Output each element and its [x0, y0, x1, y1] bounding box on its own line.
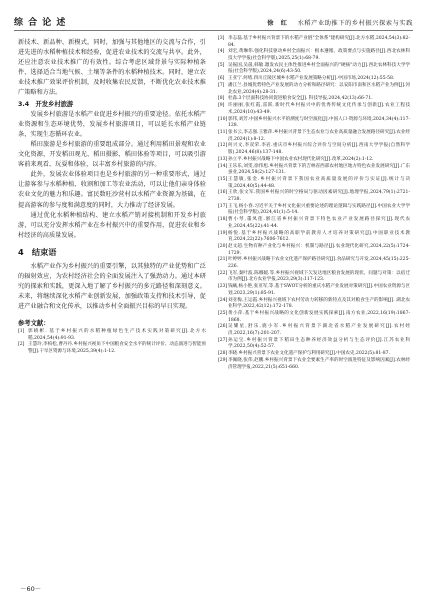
reference-text: 叶婷婷.乡村振兴战略下农业文化遗产保护路径研究[J].食品研究与开发,2024,45(15):225-226. — [228, 257, 410, 269]
reference-number: [6] — [218, 76, 225, 82]
reference-text: 杜淼.3个层面科技协同促进粮食安全[J]. 科技导报,2024,42(13):66-71. — [228, 96, 373, 102]
paragraph: 新技术、新品种、新模式，同时，加强与其他地区的交流与合作，引进先进的水稻种植技术和经验，促进农业技术的交流与共享。此外，还应注意农业技术推广的有效性。综合考虑区域背景与实际种植条件，选择适合当地气候、土壤等条件的水稻种植技术。同时，建立农业技术推广效果评价机制，及时收集农民反馈，不断优化农业技术推广策略和方法。 — [18, 39, 206, 97]
reference-number: [13] — [218, 156, 228, 162]
left-column — [18, 38, 206, 356]
reference-text: 王乐乐,刘雯,徐伟旭.乡村振兴背景下的吉林省西部农村地区地方特色农业发展研究[J].广东蚕业,2024,58(2):127-131. — [228, 163, 410, 176]
reference-item — [218, 164, 410, 177]
header-right — [267, 18, 413, 30]
reference-text: 孙立平.乡村振兴战略下中国农业农村现代化研究[J].改革,2024(2):1-12. — [228, 156, 374, 162]
section-heading: 4 结束语 — [18, 246, 57, 257]
reference-item — [218, 143, 410, 156]
header-title: 水稻产业助推下的乡村振兴探索与实践 — [297, 20, 413, 27]
reference-text: 刘宏,黄琳伟.强化科技驱动乡村全面振兴：根本遵循、政策要点与实施路径[J].西北农林科技大学学报(社会科学版),2025,25(1):68-79. — [228, 49, 410, 61]
reference-number: [4] — [218, 49, 225, 55]
reference-number: [1] — [18, 329, 25, 335]
reference-number: [14] — [218, 163, 228, 169]
running-header — [14, 10, 413, 31]
reference-item — [218, 231, 410, 244]
reference-item — [218, 117, 410, 130]
reference-text: 钱曦,杨小艳,张亚军,等.基于SWOT分析的重庆水稻产业发展对策研究[J].中国农业资源与区划,2023,29(1):85-91. — [228, 284, 410, 296]
reference-item — [218, 190, 410, 203]
reference-number: [15] — [218, 177, 228, 183]
reference-text: 王慧敏,张金.乡村振兴背景下我国农业高质量发展的评价与实证[J].统计与决策,2024,40(5):44-48. — [228, 177, 410, 189]
reference-item — [218, 358, 410, 371]
reference-text: 张书云,李志强.王雅萍.乡村振兴背景下生态农业与农业高质量融合发展路径研究[J].农业经济,2024(1):8-12. — [228, 130, 410, 142]
reference-item — [218, 311, 410, 324]
reference-item — [218, 103, 410, 116]
reference-number: [25] — [218, 310, 228, 316]
reference-number: [5] — [218, 62, 225, 68]
reference-text: 李志磊.基于乡村振兴背景下的水稻产业链"全体系"建构研究[J].北方水稻,2024,54(3):82-84. — [228, 36, 410, 48]
reference-number: [10] — [218, 116, 228, 122]
right-reference-list — [218, 36, 410, 371]
reference-text: 飞军,秦叶波.陈娜媛.等.乡村振兴视域下欠发达地区粮食发展的现状、问题与对策：以宿迁市为例[J].北方农业学报,2023,29(3):117-123. — [228, 270, 410, 283]
reference-item — [218, 63, 410, 76]
reference-number: [27] — [218, 337, 228, 343]
reference-item — [218, 96, 410, 103]
reference-text: 王慧玲,李柏松,曹丹丹.乡村振兴视角下中国粮食安全水平的统计评价、动态演进与智能预警[J].干旱区资源与环境,2025,39(4):1-12. — [28, 342, 206, 354]
reference-item — [218, 324, 410, 337]
reference-item — [218, 257, 410, 270]
reference-text: 吴振国,吴晟,韩敏.激发农民主体性推进乡村全面振兴的"硬核"动力[J].西北农林科技大学学报(社会科学版),2024,24(6):43-50. — [228, 62, 410, 75]
reference-text: 王飞,杨小春.习近平关于乡村文化振兴重要论述的理论逻辑与实践路径[J].中国农业大学学报(社会科学版),2024,41(1):5-14. — [228, 203, 410, 216]
reference-item — [218, 83, 410, 96]
page-number: －60－ — [20, 585, 42, 593]
reference-number: [18] — [218, 217, 228, 223]
reference-number: [3] — [218, 36, 225, 41]
reference-number: [19] — [218, 230, 228, 236]
reference-item — [218, 76, 410, 83]
reference-item — [218, 49, 410, 62]
header-author: 徐 红 — [267, 20, 288, 27]
reference-text: 潘江兰.县城优势特色产业发展的动力分析和路径研究：以安阳市南和区水稻产业为例[J].河北农业,2024(4):28-31. — [228, 83, 410, 95]
reference-text: 王亚宁.何绪.四川丘陵区城乡水稻产业发展策略分析[J].中国市场,2024(12):55-58. — [228, 76, 395, 82]
reference-text: 李佩晓,张伟,赵鹏.乡村振兴背景下农业全要素生产率的时空演进特征及影响因素[J].农林经济管理学报,2022,21(5):651-660. — [228, 357, 410, 370]
journal-section-label: 综 合 论 述 — [14, 18, 67, 28]
reference-text: 黄小萍.基于乡村振兴战略的文化创新发展实践探索[J].南方农业,2022,16(19):1867-1868. — [228, 310, 410, 323]
subsection-heading: 3.4 开发乡村旅游 — [18, 100, 74, 108]
reference-item — [218, 284, 410, 297]
reference-item — [218, 36, 410, 49]
reference-item — [218, 130, 410, 143]
reference-number: [9] — [218, 103, 225, 109]
reference-text: 郭峤彬. 基于乡村振兴的水稻种植绿色生产技术实践对策研究[J].北方水稻,2024,54(4):91-93. — [28, 329, 206, 341]
reference-item — [218, 217, 410, 230]
reference-item — [18, 342, 206, 355]
paragraph: 稻田旅游是乡村旅游的重要组成部分。通过利用稻田景观和农业文化资源，开发稻田观光、稻田摄影、稻田体验等项目，可以吸引游客前来观看、玩耍和体验，以丰富乡村旅游的内容。 — [18, 140, 206, 169]
reference-item — [218, 351, 410, 358]
reference-item — [18, 329, 206, 342]
reference-text: 曹小琴,董凤莲.浙江省乡村振兴背景下特色农业产业发展路径探究[J].现代农业,2024,45(22):41-44. — [228, 217, 410, 229]
reference-number: [17] — [218, 203, 228, 209]
reference-number: [29] — [218, 357, 228, 363]
paragraph: 通过优化水稻种植结构、建立水稻产销对接机制和开发乡村旅游，可以充分发挥水稻产业在乡村振兴中的重要作用，促进农业和乡村经济的高质量发展。 — [18, 211, 206, 239]
reference-number: [16] — [218, 190, 228, 196]
paragraph: 此外，发展农业体验项目也是乡村旅游的另一种重要形式，通过让游客参与水稻种植、收割和加工等农业活动，可以让他们亲身体验农业文化的魅力和乐趣。富民数旺沙营村以水稻产业资源为基础，在提高游客的参与度和满意度的同时，大力推动了经济发展。 — [18, 171, 206, 209]
paragraph: 水稻产业作为乡村振兴的重要引擎，以其独特的产业优势和广泛的辐射效应，为农村经济社会的全面发展注入了强劲动力。通过本研究的探索和实践，更深入地了解了乡村振兴的多元路径和深刻意义。未来，将继续深化水稻产业创新发展，加强政策支持和技术引导，促进产业融合和文化传承，以推动乡村全面振兴目标的早日实现。 — [18, 262, 206, 311]
reference-text: 何兴文,李双荣.李岩.重庆市乡村振兴综合评价与空间分析[J].西南大学学报(自然科学版),2024,46(8):137-148. — [228, 143, 410, 155]
reference-item — [218, 298, 410, 311]
reference-number: [20] — [218, 244, 228, 249]
reference-item — [218, 244, 410, 257]
reference-text: 李晓.乡村振兴背景下农业文化遗产保护与利用研究[J].中国农史,2022(5):81-87. — [228, 351, 391, 357]
reference-text: 吴耀星,舒乐,鹿小军.乡村振兴背景下湖北省水稻产业发展研究[J].农村经济,2022,16(7):201-207. — [228, 324, 410, 336]
reference-item — [218, 157, 410, 164]
reference-number: [21] — [218, 257, 228, 263]
references-title: 参考文献： — [18, 320, 50, 328]
reference-number: [26] — [218, 324, 228, 330]
reference-item — [218, 204, 410, 217]
reference-text: 王欣,张文军.我国乡村振兴的时空格局与驱动因素研究[J].地理学报,2024,79(1):2721-2738. — [228, 190, 410, 202]
reference-number: [24] — [218, 297, 228, 303]
reference-number: [7] — [218, 83, 225, 89]
reference-number: [8] — [218, 96, 225, 102]
reference-number: [12] — [218, 143, 228, 149]
reference-number: [22] — [218, 270, 228, 276]
reference-number: [11] — [218, 130, 228, 136]
reference-item — [218, 271, 410, 284]
reference-text: 杨悦.基于乡村振兴战略的高职学前教育人才培养对策研究[J].中国职业技术教育,2024,22(22):7606-7612. — [228, 230, 410, 243]
reference-text: 郭伟,刘芳.中国乡村振兴水平的测度与时空演化[J].中国人口·资源与环境,2024,34(4):117-128. — [228, 116, 410, 129]
reference-number: [23] — [218, 284, 228, 290]
paragraph: 发展乡村旅游是水稻产业促进乡村振兴的重要途径。依托水稻产业资源和生态环境优势，发展乡村旅游项目，可以延长水稻产业链条，实现生态循环农业。 — [18, 110, 206, 138]
reference-item — [218, 177, 410, 190]
reference-number: [28] — [218, 351, 228, 357]
reference-item — [218, 338, 410, 351]
reference-text: 刘亚梅,王运霞.乡村振兴视域下农村劳动力转移的新特点及其对粮食生产的影响[J]. 湖北农业科学,2022,42(12):172-178. — [228, 297, 410, 310]
reference-number: [2] — [18, 342, 25, 348]
left-reference-list — [18, 329, 206, 355]
reference-text: 许丽丽,张红霞,雷跃.新时代乡村振兴中的优秀传统文化传承与创新[J].农业工程技术,2024(10):43-49. — [228, 103, 410, 115]
reference-text: 赵文超.生物有种产业化与乡村振兴：机制与路径[J].农业现代化研究,2024,22(5):1724-1729. — [228, 244, 410, 256]
reference-text: 孙运宝.乡村振兴背景下稻田生态种养经济效益分析与生态评价[J].江苏农业科学,2022,50(4):52-57. — [228, 337, 410, 350]
